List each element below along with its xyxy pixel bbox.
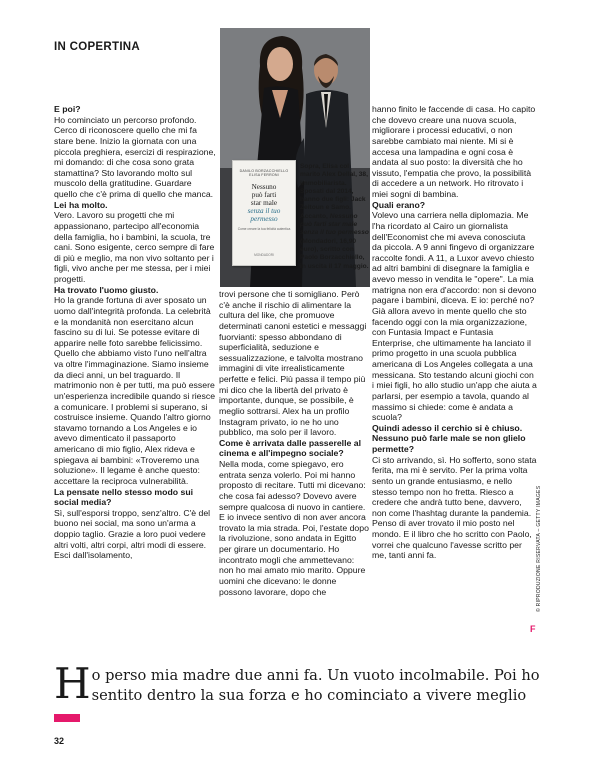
photo-credit: © RIPRODUZIONE RISERVATA – GETTY IMAGES [536,485,542,612]
answer: Volevo una carriera nella diplomazia. Me l'ha ricordato al Cairo un giornalista dell'Economist che mi aveva conosciuta da piccola. A 9 anni fingevo di organizzare raccolte fondi. A 11, a Luxor avevo chiesto ad altri bambini di disegnare la famiglia e avevo messo in vendita le "opere". La mia matrigna non era d'accordo: non si devono pagare i bambini, diceva. E io: perché no? Già allora avevo in mente quello che sto facendo oggi con la mia organizzazione, con Funtasia Impact e Funtasia Enterprise, che ultimamente ha lanciato il primo progetto in una scuola pubblica americana di Los Angeles collegata a una messicana. Sto testando alcuni giochi con i miei figli, ho allo studio un'app che aiuta a parlarsi, per esempio a tavola, quando al massimo si chiede: come è andata a scuola? [372,210,537,423]
answer: hanno finito le faccende di casa. Ho capito che dovevo creare una nuova scuola, migliorare i processi educativi, o non sarebbe cambiato mai niente. Mi si è accesa una lampadina e ogni cosa è andata al suo posto: la diversità che ho vissuto, l'empatia che provo, la possibilità di accedere a un network. Ho ritrovato i miei sogni di bambina. [372,104,536,199]
book-title [236,183,292,223]
pull-quote [54,659,574,708]
answer: Ci sto arrivando, sì. Ho sofferto, sono stata ferita, ma mi è servito. Per la prima volta sento un grande entusiasmo, e nello stesso tempo non ho fretta. Riesco a credere che andrà tutto bene, davvero, non come l'hashtag durante la pandemia. Penso di aver trovato il mio posto nel mondo. E il libro che ho scritto con Paolo, vorrei che qualcuno l'avesse scritto per me, tanti anni fa. [372,454,537,561]
answer: trovi persone che ti somigliano. Però c'è anche il rischio di alimentare la cultura del like, che promuove determinati canoni estetici e messaggi fuorvianti: spesso abbondano di superficialità, seduzione e sessualizzazione, e talvolta mostrano immagini di vite irrealisticamente perfette e felici. Più passa il tempo più mi dico che la libertà del privato è importante, dunque, se possibile, è meglio sottrarsi. Alex ha un profilo Instagram privato, io ne ho uno pubblico, ma solo per il lavoro. [219,289,367,438]
answer: Vero. Lavoro su progetti che mi appassionano, partecipo all'economia della famiglia, ho i bambini, la scuola, tre cani. Sono esigente, cerco sempre di fare di più e meglio, ma non vivo soltanto per i figli, vivo anche per me stessa, per i miei progetti. [54,210,215,284]
answer: Nella moda, come spiegavo, ero entrata senza volerlo. Poi mi hanno proposto di recitare. Tutti mi dicevano: che cosa fai adesso? Dovevo avere sempre qualcosa di nuovo in cantiere. E io invece sentivo di non aver ancora trovato la mia strada. Poi, l'estate dopo la rivoluzione, sono andata in Egitto per girare un documentario. Ho incontrato mogli che ammettevano: non ho mai amato mio marito. Oppure uomini che dicevano: le donne possono lavorare, dopo che [219,459,369,597]
question: Ha trovato l'uomo giusto. [54,284,159,295]
book-title-line: può farti [251,191,277,199]
question: Lei ha molto. [54,199,108,210]
photo-caption [300,163,370,271]
question: Come è arrivata dalle passerelle al cinema e all'impegno sociale? [219,437,361,459]
book-title-line: senza il tuo [247,207,281,215]
book-publisher: MONDADORI [254,253,274,257]
caption-book-title: Nessuno può farti star male senza il tuo permesso [300,212,369,237]
article-column-3 [372,104,537,561]
caption-text: (Mondadori, 16,90 euro), scritto con Paolo Borzacchiello, in uscita il 17 maggio. [300,237,369,270]
book-title-line: star male [250,199,278,207]
question: Quali erano? [372,199,426,210]
book-title-line: Nessuno [251,183,277,191]
book-subtitle: Come creare la tua felicità autentica [237,227,291,231]
article-column-1 [54,104,216,561]
page-number: 32 [54,736,65,746]
answer: Sì, sull'esporsi troppo, senz'altro. C'è del buono nei social, ma sono un'arma a doppio taglio. Grazie a loro puoi vedere altri volti, altri corpi, altri modi di essere. Esci dall'isolamento, [54,507,211,561]
accent-bar [54,714,80,722]
book-title-line: permesso [250,215,278,223]
book-cover [232,160,296,266]
question: La pensate nello stesso modo sui social media? [54,486,194,508]
answer: Ho cominciato un percorso profondo. Cerco di riconoscere quello che mi fa stare bene. Inizio la giornata con una piccola preghiera, esercizi di respirazione, mi domando: di che cosa sono grata stamattina? Sto lavorando molto sul muscolo della gratitudine. Guardare quello che c'è prima di quello che manca. [54,114,216,199]
article-column-2 [219,289,369,597]
section-label: IN COPERTINA [54,41,141,53]
answer: Ho la grande fortuna di aver sposato un uomo dall'integrità profonda. La celebrità e la mondanità non esercitano alcun fascino su di lui. Se potesse evitare di apparire nelle foto sarebbe felicissimo. Quello che abbiamo visto l'uno nell'altra va oltre l'immaginazione. Siamo insieme da dieci anni, un bel traguardo. Il matrimonio non è per tutti, ma può essere un'esperienza incredibile quando si riesce a comunicare. I problemi si superano, si costruisce insieme. Quando l'altro giorno stavamo tornando a Los Angeles e io avevo dimenticato il passaporto americano di mio figlio, Alex rideva e spiegava ai bambini: «Troveremo una soluzione». Il legame è anche questo: accettare la reciproca vulnerabilità. [54,295,216,486]
caption-text: Sopra, Elisa col marito Alex Dellal, 38, immobiliarista. Sposati dal 2014, hanno due figli: Jack Zeitoun e Samo. Accanto, [300,163,368,220]
question: E poi? [54,104,81,114]
pull-quote-dropcap: H [54,659,91,708]
end-mark: F [530,624,536,634]
question: Quindi adesso il cerchio si è chiuso. Nessuno può farle male se non glielo permette? [372,422,526,454]
pull-quote-text: o perso mia madre due anni fa. Un vuoto incolmabile. Poi ho sentito dentro la sua forza e ho cominciato a vivere meglio [91,667,540,704]
book-authors: DANILO BORZACCHIELLO ELISA FERRONI [239,169,289,177]
